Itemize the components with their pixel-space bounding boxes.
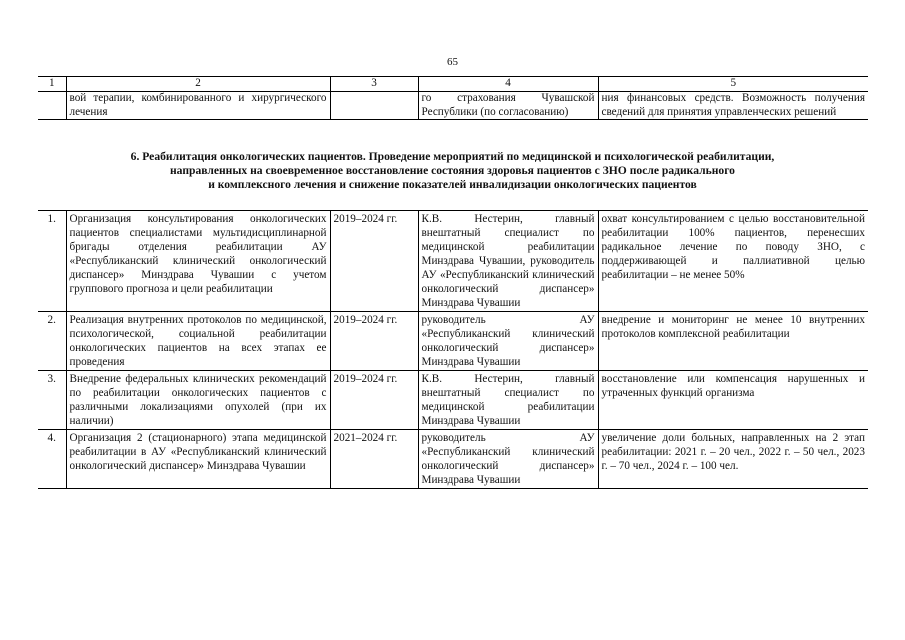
row-number: 4.: [38, 430, 66, 489]
page-number: 65: [447, 56, 458, 68]
section-heading-line-2: направленных на своевременное восстановление состояния здоровья пациентов с ЗНО после радикального: [170, 164, 735, 177]
row-number: 2.: [38, 312, 66, 371]
table-row: [38, 312, 868, 371]
continuation-row: [38, 91, 868, 120]
header-col-2: 2: [66, 77, 330, 92]
responsible-cell: К.В. Нестерин, главный внештатный специалист по медицинской реабилитации Минздрава Чувашии, руководитель АУ «Республиканский клинический онкологический диспансер» Минздрава Чувашии: [418, 211, 598, 312]
row-number: 1.: [38, 211, 66, 312]
header-col-1: 1: [38, 77, 66, 92]
activity-cell: Внедрение федеральных клинических рекомендаций по реабилитации онкологических пациентов с различными локализациями опухолей (при их наличии): [66, 371, 330, 430]
table-row: [38, 371, 868, 430]
table-row: [38, 211, 868, 312]
period-cell: 2019–2024 гг.: [330, 211, 418, 312]
cont-activity-cell: вой терапии, комбинированного и хирургического лечения: [66, 91, 330, 120]
cont-responsible-cell: го страхования Чувашской Республики (по согласованию): [418, 91, 598, 120]
activity-cell: Организация консультирования онкологических пациентов специалистами мультидисциплинарной бригады отделения реабилитации АУ «Республиканский клинический онкологический диспансер» Минздрава Чувашии с учетом группового прогноза и цели реабилитации: [66, 211, 330, 312]
result-cell: охват консультированием с целью восстановительной реабилитации 100% пациентов, перенесших радикальное лечение по поводу ЗНО, с поддерживающей и паллиативной целью реабилитации – не менее 50%: [598, 211, 868, 312]
cont-num-cell: [38, 91, 66, 120]
result-cell: восстановление или компенсация нарушенных и утраченных функций организма: [598, 371, 868, 430]
cont-period-cell: [330, 91, 418, 120]
activity-cell: Реализация внутренних протоколов по медицинской, психологической, социальной реабилитации онкологических пациентов на всех этапах ее проведения: [66, 312, 330, 371]
cont-result-cell: ния финансовых средств. Возможность получения сведений для принятия управленческих решений: [598, 91, 868, 120]
header-row: [38, 77, 868, 92]
table-row: [38, 430, 868, 489]
period-cell: 2021–2024 гг.: [330, 430, 418, 489]
result-cell: увеличение доли больных, направленных на 2 этап реабилитации: 2021 г. – 20 чел., 2022 г. – 50 чел., 2023 г. – 70 чел., 2024 г. – 100 чел.: [598, 430, 868, 489]
header-col-4: 4: [418, 77, 598, 92]
activity-cell: Организация 2 (стационарного) этапа медицинской реабилитации в АУ «Республиканский клинический онкологический диспансер» Минздрава Чувашии: [66, 430, 330, 489]
row-number: 3.: [38, 371, 66, 430]
section-heading: [60, 150, 845, 192]
rehabilitation-table: [38, 210, 868, 489]
result-cell: внедрение и мониторинг не менее 10 внутренних протоколов комплексной реабилитации: [598, 312, 868, 371]
period-cell: 2019–2024 гг.: [330, 371, 418, 430]
column-number-header: [38, 76, 868, 92]
section-heading-line-3: и комплексного лечения и снижение показателей инвалидизации онкологических пациентов: [208, 178, 697, 191]
responsible-cell: руководитель АУ «Республиканский клинический онкологический диспансер» Минздрава Чувашии: [418, 312, 598, 371]
continuation-table: [38, 91, 868, 120]
responsible-cell: К.В. Нестерин, главный внештатный специалист по медицинской реабилитации Минздрава Чувашии: [418, 371, 598, 430]
period-cell: 2019–2024 гг.: [330, 312, 418, 371]
header-col-5: 5: [598, 77, 868, 92]
responsible-cell: руководитель АУ «Республиканский клинический онкологический диспансер» Минздрава Чувашии: [418, 430, 598, 489]
section-heading-line-1: 6. Реабилитация онкологических пациентов. Проведение мероприятий по медицинской и психологической реабилитации,: [130, 150, 775, 163]
header-col-3: 3: [330, 77, 418, 92]
